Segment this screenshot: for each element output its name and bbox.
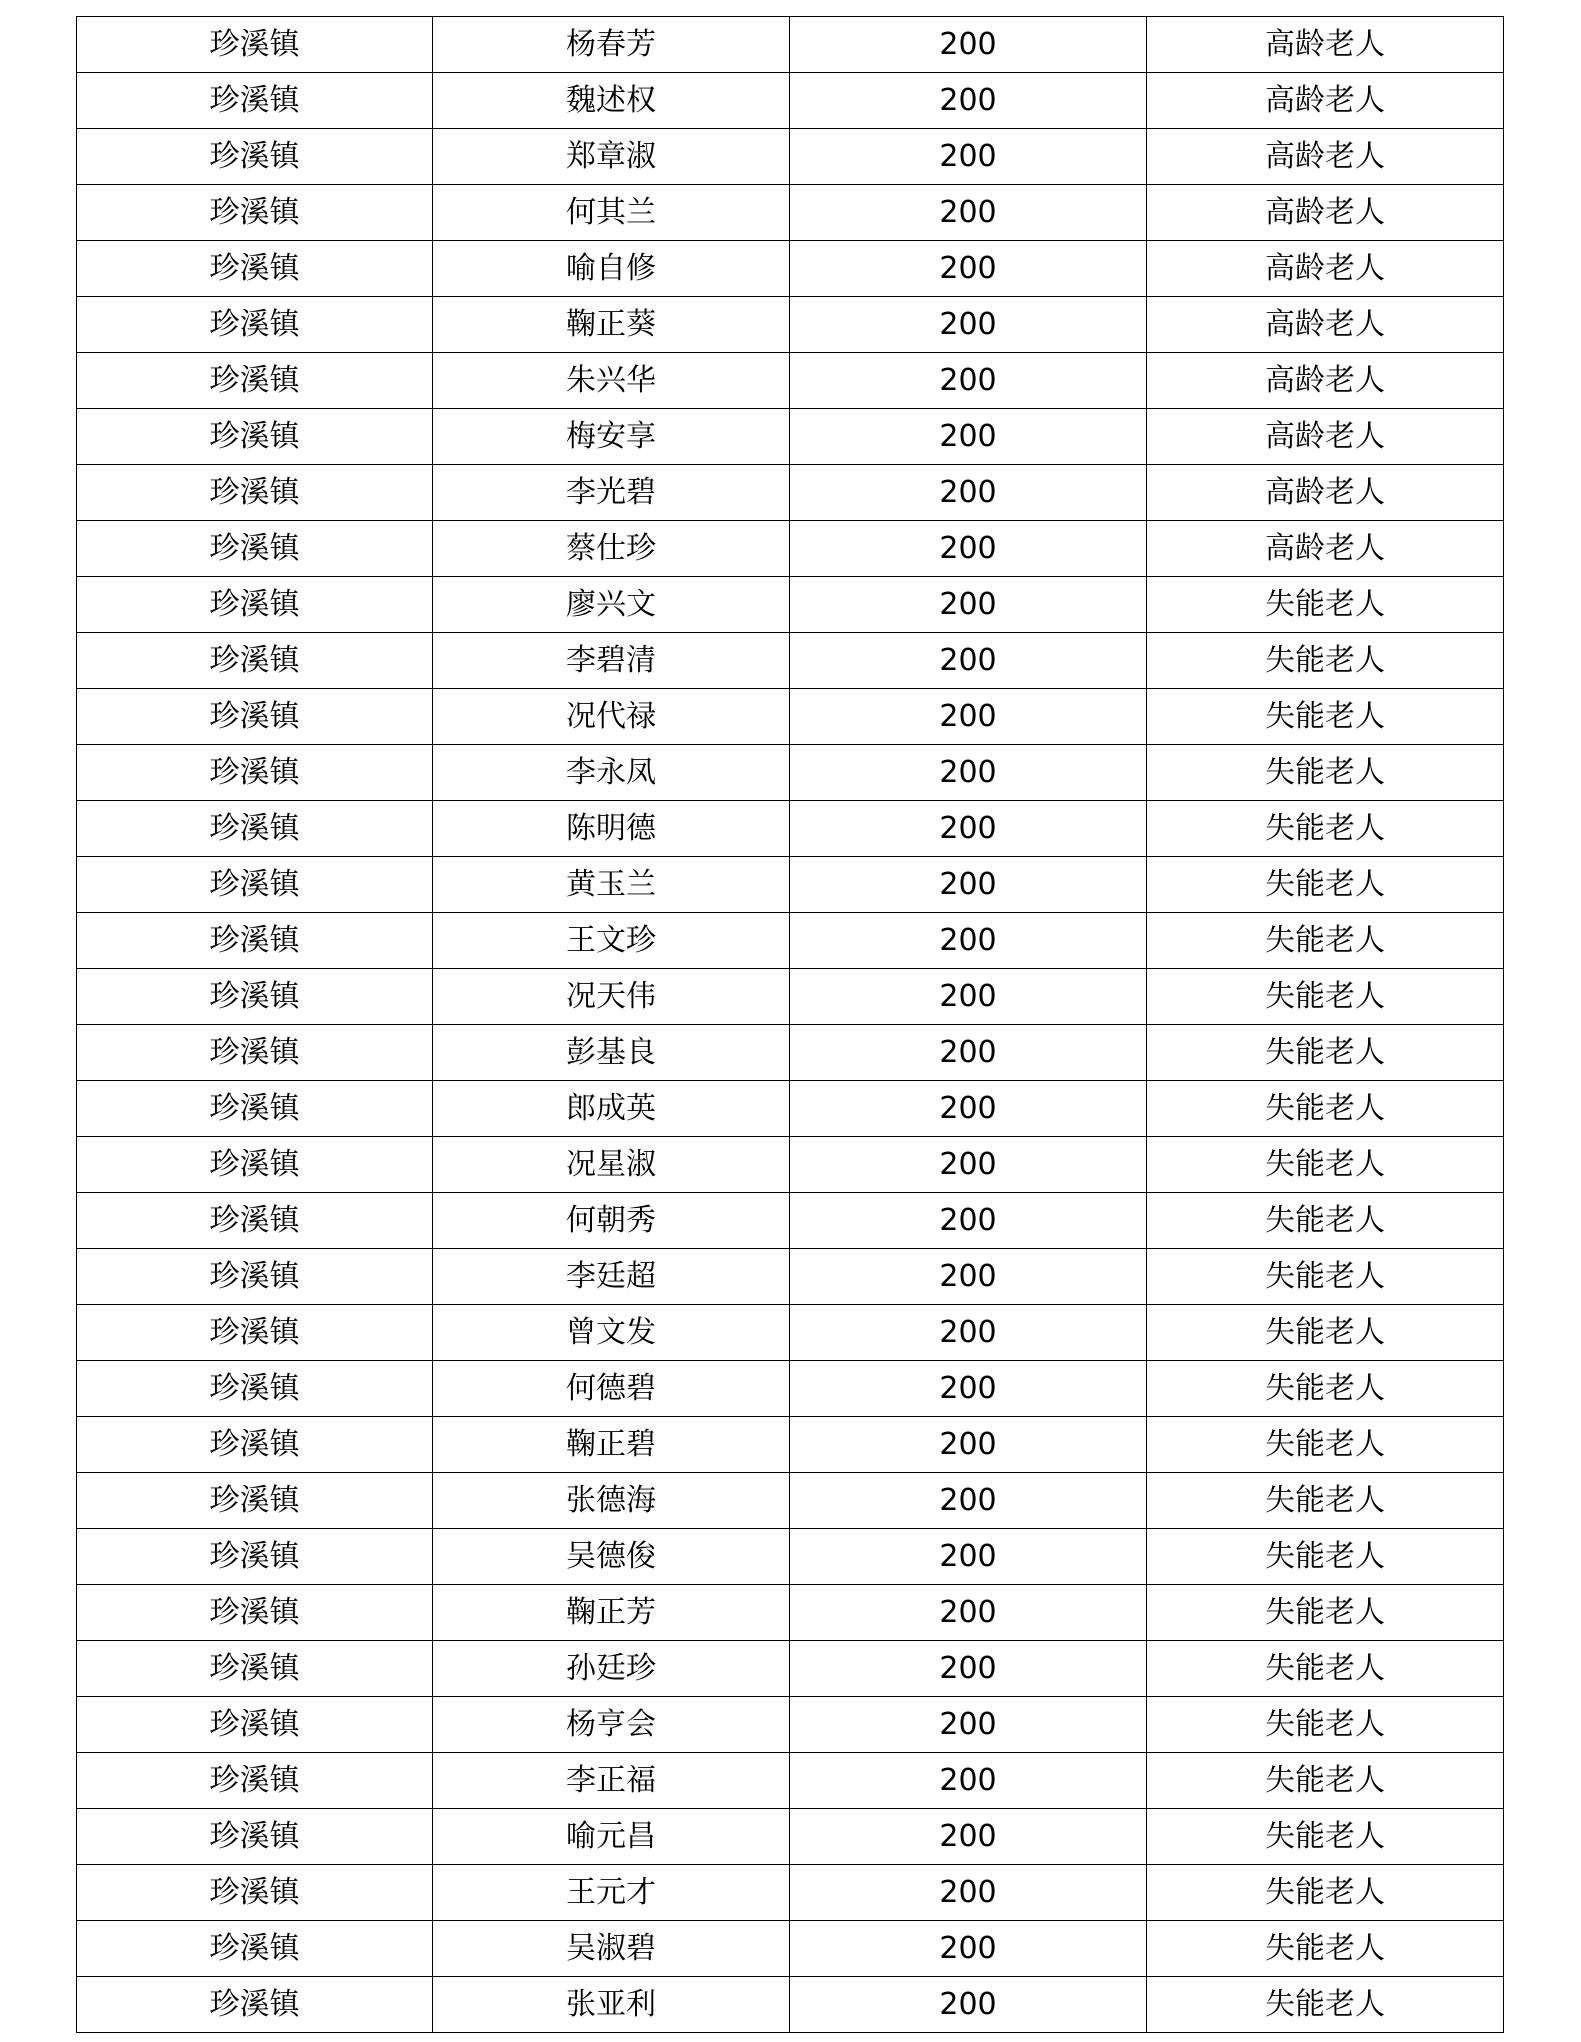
table-row [77, 297, 1504, 353]
cell-amount: 200 [790, 1809, 1147, 1865]
cell-category: 失能老人 [1147, 1193, 1504, 1249]
cell-amount: 200 [790, 409, 1147, 465]
cell-category: 失能老人 [1147, 1753, 1504, 1809]
table-row [77, 801, 1504, 857]
cell-name: 朱兴华 [433, 353, 790, 409]
cell-amount: 200 [790, 1865, 1147, 1921]
cell-town: 珍溪镇 [77, 1305, 433, 1361]
cell-town: 珍溪镇 [77, 1865, 433, 1921]
cell-town: 珍溪镇 [77, 1585, 433, 1641]
table-row [77, 1753, 1504, 1809]
cell-name: 李碧清 [433, 633, 790, 689]
cell-name: 李永凤 [433, 745, 790, 801]
cell-town: 珍溪镇 [77, 1809, 433, 1865]
table-row [77, 1809, 1504, 1865]
cell-name: 黄玉兰 [433, 857, 790, 913]
cell-name: 彭基良 [433, 1025, 790, 1081]
cell-town: 珍溪镇 [77, 1025, 433, 1081]
table-row [77, 185, 1504, 241]
cell-category: 失能老人 [1147, 745, 1504, 801]
cell-town: 珍溪镇 [77, 689, 433, 745]
table-row [77, 577, 1504, 633]
cell-town: 珍溪镇 [77, 1473, 433, 1529]
table-row [77, 1025, 1504, 1081]
cell-name: 李廷超 [433, 1249, 790, 1305]
cell-amount: 200 [790, 633, 1147, 689]
cell-amount: 200 [790, 17, 1147, 73]
cell-amount: 200 [790, 1473, 1147, 1529]
table-row [77, 633, 1504, 689]
table-row [77, 465, 1504, 521]
cell-category: 高龄老人 [1147, 241, 1504, 297]
cell-category: 高龄老人 [1147, 409, 1504, 465]
cell-amount: 200 [790, 577, 1147, 633]
cell-name: 何其兰 [433, 185, 790, 241]
cell-amount: 200 [790, 1417, 1147, 1473]
cell-town: 珍溪镇 [77, 1137, 433, 1193]
cell-town: 珍溪镇 [77, 1249, 433, 1305]
cell-amount: 200 [790, 969, 1147, 1025]
cell-name: 喻元昌 [433, 1809, 790, 1865]
cell-amount: 200 [790, 1529, 1147, 1585]
cell-category: 失能老人 [1147, 1977, 1504, 2033]
cell-amount: 200 [790, 1977, 1147, 2033]
table-row [77, 969, 1504, 1025]
table-row [77, 1137, 1504, 1193]
cell-amount: 200 [790, 1753, 1147, 1809]
cell-category: 高龄老人 [1147, 353, 1504, 409]
table-row [77, 745, 1504, 801]
cell-amount: 200 [790, 689, 1147, 745]
cell-name: 张亚利 [433, 1977, 790, 2033]
table-row [77, 129, 1504, 185]
cell-name: 孙廷珍 [433, 1641, 790, 1697]
cell-town: 珍溪镇 [77, 1753, 433, 1809]
table-row [77, 1305, 1504, 1361]
table-row [77, 689, 1504, 745]
cell-town: 珍溪镇 [77, 577, 433, 633]
cell-town: 珍溪镇 [77, 73, 433, 129]
cell-category: 失能老人 [1147, 1025, 1504, 1081]
cell-amount: 200 [790, 297, 1147, 353]
table-row [77, 1921, 1504, 1977]
table-row [77, 1641, 1504, 1697]
cell-name: 曾文发 [433, 1305, 790, 1361]
cell-town: 珍溪镇 [77, 1977, 433, 2033]
cell-category: 失能老人 [1147, 1921, 1504, 1977]
cell-category: 失能老人 [1147, 1305, 1504, 1361]
cell-town: 珍溪镇 [77, 409, 433, 465]
cell-town: 珍溪镇 [77, 297, 433, 353]
cell-category: 失能老人 [1147, 1809, 1504, 1865]
cell-amount: 200 [790, 1081, 1147, 1137]
cell-name: 张德海 [433, 1473, 790, 1529]
cell-town: 珍溪镇 [77, 1361, 433, 1417]
cell-category: 高龄老人 [1147, 17, 1504, 73]
cell-amount: 200 [790, 465, 1147, 521]
cell-town: 珍溪镇 [77, 129, 433, 185]
cell-category: 高龄老人 [1147, 465, 1504, 521]
table-row [77, 73, 1504, 129]
cell-town: 珍溪镇 [77, 1193, 433, 1249]
cell-category: 高龄老人 [1147, 73, 1504, 129]
cell-amount: 200 [790, 1641, 1147, 1697]
cell-name: 蔡仕珍 [433, 521, 790, 577]
table-row [77, 409, 1504, 465]
cell-amount: 200 [790, 1249, 1147, 1305]
cell-name: 况代禄 [433, 689, 790, 745]
table-row [77, 913, 1504, 969]
cell-town: 珍溪镇 [77, 1081, 433, 1137]
table-row [77, 1081, 1504, 1137]
cell-name: 廖兴文 [433, 577, 790, 633]
cell-amount: 200 [790, 1305, 1147, 1361]
cell-name: 鞠正葵 [433, 297, 790, 353]
cell-town: 珍溪镇 [77, 913, 433, 969]
table-row [77, 521, 1504, 577]
cell-category: 高龄老人 [1147, 297, 1504, 353]
cell-name: 王文珍 [433, 913, 790, 969]
cell-name: 王元才 [433, 1865, 790, 1921]
table-row [77, 1193, 1504, 1249]
cell-category: 失能老人 [1147, 633, 1504, 689]
cell-category: 失能老人 [1147, 1081, 1504, 1137]
cell-amount: 200 [790, 857, 1147, 913]
cell-name: 杨春芳 [433, 17, 790, 73]
cell-category: 失能老人 [1147, 1249, 1504, 1305]
cell-town: 珍溪镇 [77, 1417, 433, 1473]
table-row [77, 1361, 1504, 1417]
table-row [77, 1585, 1504, 1641]
table-row [77, 241, 1504, 297]
cell-category: 高龄老人 [1147, 129, 1504, 185]
cell-name: 鞠正碧 [433, 1417, 790, 1473]
cell-town: 珍溪镇 [77, 1697, 433, 1753]
table-row [77, 1697, 1504, 1753]
cell-category: 高龄老人 [1147, 521, 1504, 577]
cell-town: 珍溪镇 [77, 801, 433, 857]
cell-name: 何德碧 [433, 1361, 790, 1417]
cell-category: 失能老人 [1147, 689, 1504, 745]
cell-name: 李光碧 [433, 465, 790, 521]
table-row [77, 353, 1504, 409]
cell-amount: 200 [790, 1585, 1147, 1641]
cell-amount: 200 [790, 745, 1147, 801]
cell-category: 失能老人 [1147, 1529, 1504, 1585]
cell-town: 珍溪镇 [77, 857, 433, 913]
cell-name: 况天伟 [433, 969, 790, 1025]
cell-amount: 200 [790, 801, 1147, 857]
cell-name: 杨亨会 [433, 1697, 790, 1753]
cell-amount: 200 [790, 129, 1147, 185]
table-row [77, 857, 1504, 913]
cell-amount: 200 [790, 521, 1147, 577]
table-row [77, 1529, 1504, 1585]
cell-amount: 200 [790, 1025, 1147, 1081]
cell-category: 失能老人 [1147, 857, 1504, 913]
cell-town: 珍溪镇 [77, 185, 433, 241]
cell-name: 吴淑碧 [433, 1921, 790, 1977]
cell-name: 何朝秀 [433, 1193, 790, 1249]
cell-name: 陈明德 [433, 801, 790, 857]
cell-town: 珍溪镇 [77, 465, 433, 521]
cell-name: 郎成英 [433, 1081, 790, 1137]
cell-town: 珍溪镇 [77, 633, 433, 689]
table-row [77, 1865, 1504, 1921]
cell-name: 吴德俊 [433, 1529, 790, 1585]
cell-category: 高龄老人 [1147, 185, 1504, 241]
cell-town: 珍溪镇 [77, 969, 433, 1025]
cell-category: 失能老人 [1147, 1641, 1504, 1697]
cell-category: 失能老人 [1147, 1697, 1504, 1753]
table-row [77, 1473, 1504, 1529]
table-row [77, 1417, 1504, 1473]
cell-category: 失能老人 [1147, 1361, 1504, 1417]
cell-category: 失能老人 [1147, 969, 1504, 1025]
cell-town: 珍溪镇 [77, 521, 433, 577]
table-row [77, 1977, 1504, 2033]
cell-amount: 200 [790, 913, 1147, 969]
cell-category: 失能老人 [1147, 1585, 1504, 1641]
cell-amount: 200 [790, 1921, 1147, 1977]
cell-category: 失能老人 [1147, 1865, 1504, 1921]
cell-name: 喻自修 [433, 241, 790, 297]
cell-amount: 200 [790, 1697, 1147, 1753]
cell-amount: 200 [790, 353, 1147, 409]
cell-town: 珍溪镇 [77, 1921, 433, 1977]
cell-category: 失能老人 [1147, 1417, 1504, 1473]
cell-name: 况星淑 [433, 1137, 790, 1193]
cell-town: 珍溪镇 [77, 745, 433, 801]
cell-category: 失能老人 [1147, 1137, 1504, 1193]
cell-town: 珍溪镇 [77, 241, 433, 297]
cell-category: 失能老人 [1147, 1473, 1504, 1529]
cell-category: 失能老人 [1147, 913, 1504, 969]
cell-amount: 200 [790, 241, 1147, 297]
cell-amount: 200 [790, 1193, 1147, 1249]
cell-town: 珍溪镇 [77, 17, 433, 73]
cell-town: 珍溪镇 [77, 353, 433, 409]
table-row [77, 1249, 1504, 1305]
cell-amount: 200 [790, 1137, 1147, 1193]
cell-name: 梅安享 [433, 409, 790, 465]
cell-amount: 200 [790, 73, 1147, 129]
cell-town: 珍溪镇 [77, 1641, 433, 1697]
cell-name: 鞠正芳 [433, 1585, 790, 1641]
cell-amount: 200 [790, 185, 1147, 241]
cell-name: 郑章淑 [433, 129, 790, 185]
table-row [77, 17, 1504, 73]
cell-name: 魏述权 [433, 73, 790, 129]
cell-amount: 200 [790, 1361, 1147, 1417]
cell-town: 珍溪镇 [77, 1529, 433, 1585]
cell-name: 李正福 [433, 1753, 790, 1809]
table-body [77, 17, 1504, 2033]
cell-category: 失能老人 [1147, 801, 1504, 857]
subsidy-table [76, 16, 1504, 2033]
cell-category: 失能老人 [1147, 577, 1504, 633]
